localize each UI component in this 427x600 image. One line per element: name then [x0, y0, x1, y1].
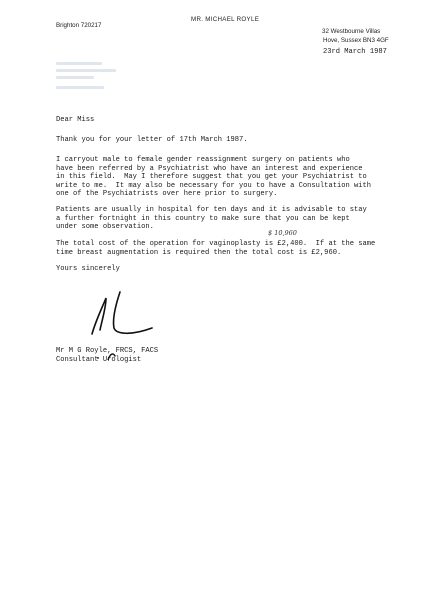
paragraph-1: Thank you for your letter of 17th March 1987.	[56, 136, 248, 144]
paragraph-2-line: in this field. May I therefore suggest that you get your Psychiatrist to	[56, 173, 367, 181]
closing: Yours sincerely	[56, 265, 120, 273]
paragraph-2-line: I carryout male to female gender reassignment surgery on patients who	[56, 156, 350, 164]
paragraph-4-line: time breast augmentation is required then the total cost is £2,960.	[56, 248, 342, 257]
letterhead-address-line2: Hove, Sussex BN3 4GF	[323, 37, 389, 44]
paragraph-4-line: The total cost of the operation for vaginoplasty is £2,400. If at the same	[56, 240, 376, 248]
paragraph-3-line: under some observation.	[56, 223, 154, 231]
paragraph-3-line: a further fortnight in this country to make sure that you can be kept	[56, 214, 350, 223]
paragraph-2-line: one of the Psychiatrists over here prior to surgery.	[56, 190, 278, 198]
signatory-name: Mr M G Royle, FRCS, FACS	[56, 347, 159, 355]
paragraph-2-line: write to me. It may also be necessary for you to have a Consultation with	[56, 181, 372, 190]
salutation: Dear Miss	[56, 116, 95, 124]
paragraph-3-line: Patients are usually in hospital for ten days and it is advisable to stay	[56, 206, 367, 214]
paragraph-2-line: have been referred by a Psychiatrist who have an interest and experience	[56, 164, 363, 173]
letterhead-phone: Brighton 720217	[56, 22, 102, 29]
letter-date: 23rd March 1987	[323, 48, 387, 56]
letterhead-name: MR. MICHAEL ROYLE	[191, 16, 260, 23]
letterhead-address-line1: 32 Westbourne Villas	[322, 28, 381, 35]
signatory-title: Consultant Urologist	[56, 356, 142, 364]
handwritten-cost-note: $ 10,960	[268, 229, 297, 237]
